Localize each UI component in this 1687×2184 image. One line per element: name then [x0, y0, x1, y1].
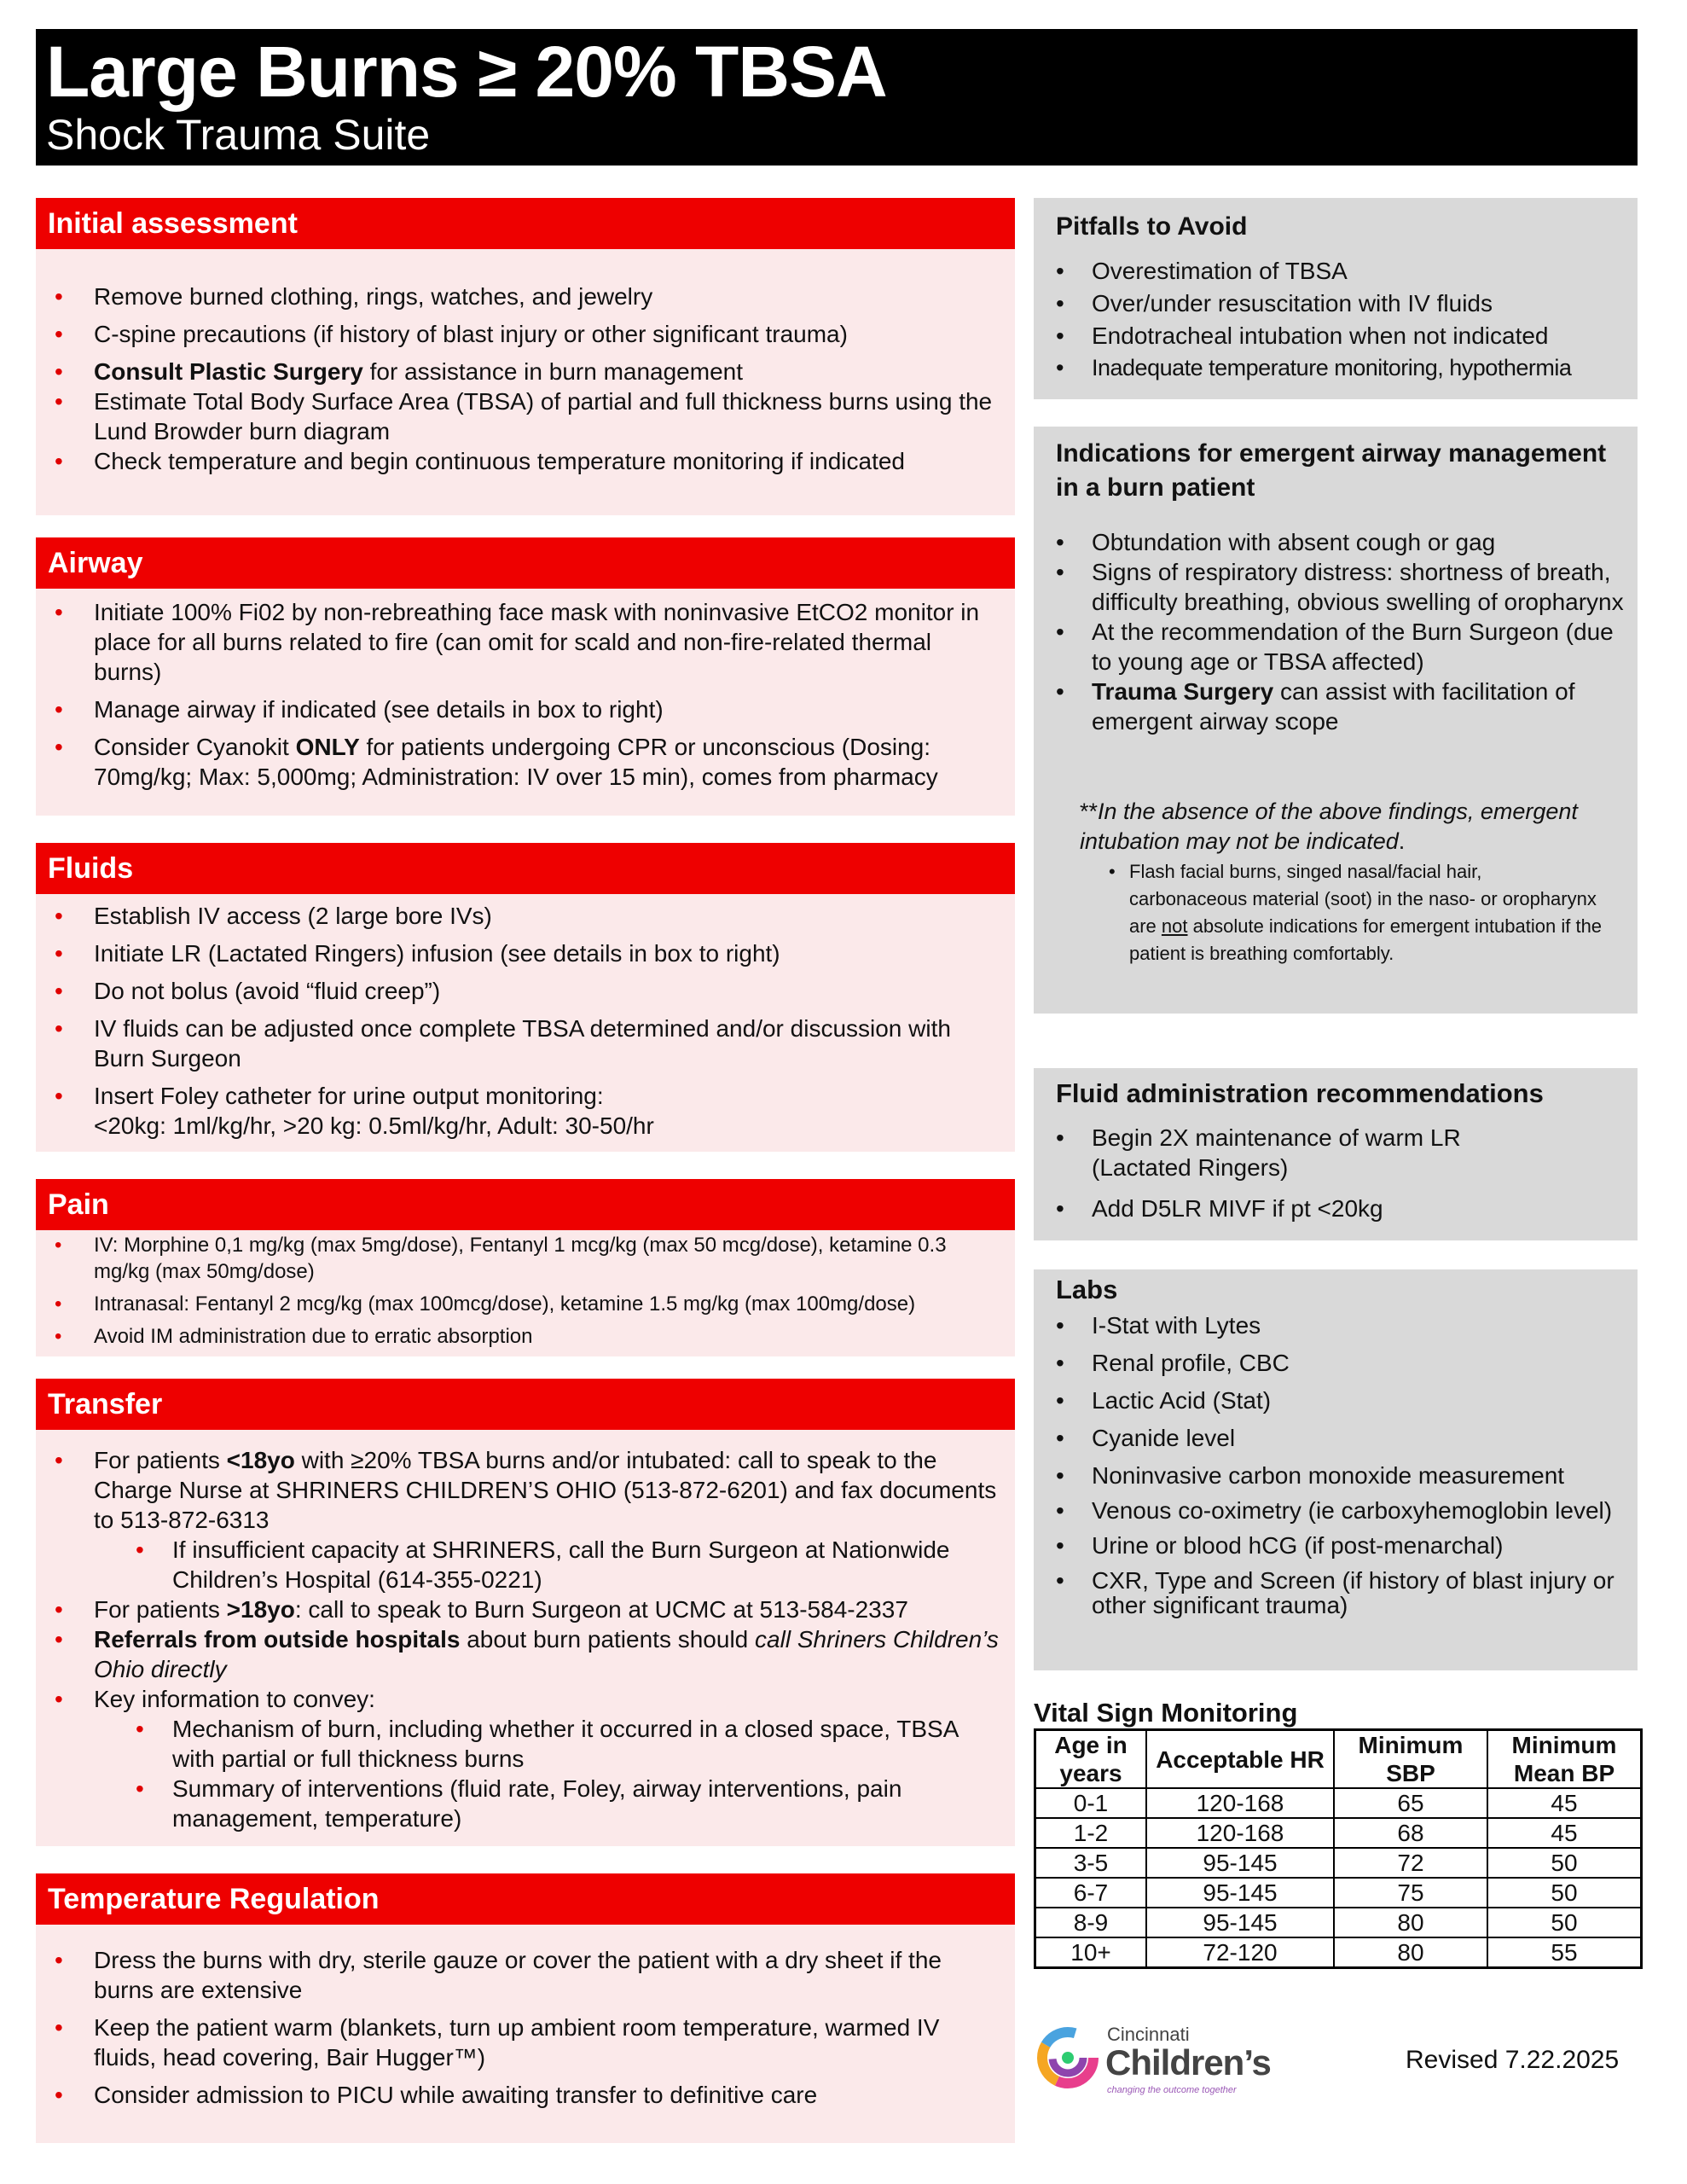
table-cell: 50 — [1487, 1848, 1642, 1878]
list-item: • Inadequate temperature monitoring, hypothermia — [1034, 353, 1638, 383]
column-header: Minimum SBP — [1334, 1730, 1487, 1789]
logo-text-top: Cincinnati — [1107, 2024, 1190, 2045]
page-subtitle: Shock Trauma Suite — [46, 111, 431, 159]
column-header: Minimum Mean BP — [1487, 1730, 1642, 1789]
list-item — [36, 1624, 1015, 1684]
section-heading: Indications for emergent airway management in a burn patient — [1056, 439, 1607, 502]
pain-list — [36, 1232, 1015, 1350]
airway-list — [36, 597, 1015, 792]
list-item — [36, 357, 1015, 386]
text: Flash facial burns, singed nasal/facial hair, carbonaceous material (soot) in the naso- or oropharynx are — [1129, 861, 1597, 937]
text: Key information to convey: — [94, 1686, 375, 1712]
transfer-section — [36, 1379, 1015, 1846]
text: can assist with facilitation of emergent airway scope — [1092, 678, 1575, 735]
list-item: • Cyanide level — [1034, 1423, 1638, 1453]
table-cell: 50 — [1487, 1908, 1642, 1937]
table-cell: 0-1 — [1035, 1788, 1147, 1818]
table-cell: 45 — [1487, 1788, 1642, 1818]
list-item: • Signs of respiratory distress: shortness of breath, difficulty breathing, obvious swelling of oropharynx — [1034, 557, 1638, 617]
list-item — [36, 1445, 1015, 1594]
labs-section — [1034, 1269, 1638, 1670]
text: for patients undergoing CPR or unconscious (Dosing: 70mg/kg; Max: 5,000mg; Administration: IV over 15 min), comes from pharmacy — [94, 734, 938, 790]
fluid-admin-list — [1034, 1123, 1638, 1223]
initial-assessment-section — [36, 198, 1015, 515]
section-heading: Pitfalls to Avoid — [1056, 212, 1248, 241]
list-item: • Renal profile, CBC — [1034, 1348, 1638, 1378]
list-item: • Initiate LR (Lactated Ringers) infusion (see details in box to right) — [36, 938, 1015, 968]
pain-section — [36, 1179, 1015, 1356]
list-item: • Consider admission to PICU while awaiting transfer to definitive care — [36, 2080, 1015, 2110]
table-cell: 80 — [1334, 1937, 1487, 1968]
list-item: • Remove burned clothing, rings, watches, and jewelry — [36, 282, 1015, 311]
list-item — [36, 1684, 1015, 1833]
list-item: • Initiate 100% Fi02 by non-rebreathing face mask with noninvasive EtCO2 monitor in place for all burns related to fire (can omit for scald and non-fire-related thermal burns) — [36, 597, 1015, 687]
table-cell: 75 — [1334, 1878, 1487, 1908]
table-cell: 120-168 — [1146, 1788, 1334, 1818]
table-row — [1035, 1937, 1642, 1968]
section-heading: Temperature Regulation — [36, 1873, 1015, 1925]
list-item: • Establish IV access (2 large bore IVs) — [36, 901, 1015, 931]
list-item: • At the recommendation of the Burn Surgeon (due to young age or TBSA affected) — [1034, 617, 1638, 677]
list-item: • IV fluids can be adjusted once complete TBSA determined and/or discussion with Burn Surgeon — [36, 1014, 1015, 1073]
bold-text: Consult Plastic Surgery — [94, 358, 363, 385]
table-cell: 95-145 — [1146, 1908, 1334, 1937]
list-item: • Venous co-oximetry (ie carboxyhemoglobin level) — [1034, 1498, 1638, 1523]
table-cell: 95-145 — [1146, 1848, 1334, 1878]
underlined-text: not — [1161, 915, 1188, 937]
sub-list — [36, 1714, 1003, 1833]
column-header: Age in years — [1035, 1730, 1147, 1789]
bold-text: >18yo — [226, 1596, 295, 1623]
table-cell: 10+ — [1035, 1937, 1147, 1968]
table-cell: 8-9 — [1035, 1908, 1147, 1937]
table-cell: 55 — [1487, 1937, 1642, 1968]
bold-text: Referrals from outside hospitals — [94, 1626, 461, 1653]
text: for assistance in burn management — [362, 358, 744, 385]
list-item: • Manage airway if indicated (see details in box to right) — [36, 694, 1015, 724]
list-item — [36, 1081, 1015, 1141]
table-row — [1035, 1818, 1642, 1848]
table-cell: 45 — [1487, 1818, 1642, 1848]
section-heading: Fluid administration recommendations — [1056, 1078, 1544, 1108]
list-item: • Estimate Total Body Surface Area (TBSA) of partial and full thickness burns using the Lund Browder burn diagram — [36, 386, 1015, 446]
table-row — [1035, 1788, 1642, 1818]
text: For patients — [94, 1596, 227, 1623]
table-cell: 6-7 — [1035, 1878, 1147, 1908]
table-cell: 120-168 — [1146, 1818, 1334, 1848]
sub-list-item: • Summary of interventions (fluid rate, Foley, airway interventions, pain management, temperature) — [36, 1774, 1003, 1833]
section-heading: Fluids — [36, 843, 1015, 894]
title-bar — [36, 29, 1638, 166]
list-item: • Overestimation of TBSA — [1034, 256, 1638, 286]
list-item: • I-Stat with Lytes — [1034, 1310, 1638, 1340]
airway-indications-section — [1034, 427, 1638, 1014]
table-row — [1035, 1848, 1642, 1878]
table-cell: 72 — [1334, 1848, 1487, 1878]
text: Insert Foley catheter for urine output monitoring: — [94, 1083, 604, 1109]
fluid-admin-section — [1034, 1068, 1638, 1240]
list-item: • IV: Morphine 0,1 mg/kg (max 5mg/dose), Fentanyl 1 mcg/kg (max 50 mcg/dose), ketamine 0.3 mg/kg (max 50mg/dose) — [36, 1232, 1015, 1285]
intubation-note — [1080, 797, 1603, 857]
section-heading: Transfer — [36, 1379, 1015, 1430]
table-cell: 68 — [1334, 1818, 1487, 1848]
list-item: • Noninvasive carbon monoxide measurement — [1034, 1461, 1638, 1490]
list-item: • Avoid IM administration due to erratic absorption — [36, 1323, 1015, 1350]
sub-list — [36, 1535, 1003, 1594]
bold-text: ONLY — [295, 734, 360, 760]
list-item: • Obtundation with absent cough or gag — [1034, 527, 1638, 557]
list-item: • Dress the burns with dry, sterile gauze or cover the patient with a dry sheet if the burns are extensive — [36, 1945, 1015, 2005]
text: . — [1398, 828, 1406, 854]
temperature-section — [36, 1873, 1015, 2143]
table-cell: 3-5 — [1035, 1848, 1147, 1878]
section-heading: Airway — [36, 537, 1015, 589]
table-cell: 1-2 — [1035, 1818, 1147, 1848]
text: <20kg: 1ml/kg/hr, >20 kg: 0.5ml/kg/hr, Adult: 30-50/hr — [94, 1112, 654, 1139]
text: ** — [1080, 799, 1099, 824]
column-header: Acceptable HR — [1146, 1730, 1334, 1789]
list-item: • Begin 2X maintenance of warm LR (Lactated Ringers) — [1034, 1123, 1638, 1182]
vitals-table — [1034, 1728, 1643, 1969]
list-item — [36, 1594, 1015, 1624]
table-row — [1035, 1908, 1642, 1937]
text: For patients — [94, 1447, 227, 1473]
list-item — [1034, 677, 1638, 736]
pitfalls-section — [1034, 198, 1638, 399]
text: Consider Cyanokit — [94, 734, 296, 760]
table-header-row — [1035, 1730, 1642, 1789]
italic-text: call Shriners Children’s Ohio directly — [94, 1626, 999, 1682]
transfer-list — [36, 1445, 1015, 1833]
sub-list-item: • If insufficient capacity at SHRINERS, call the Burn Surgeon at Nationwide Children’s Hospital (614-355-0221) — [36, 1535, 1003, 1594]
list-item — [36, 732, 1015, 792]
italic-text: In the absence of the above findings, emergent intubation may not be indicated — [1080, 799, 1578, 854]
revised-date: Revised 7.22.2025 — [1406, 2046, 1620, 2074]
airway-section — [36, 537, 1015, 816]
list-item: • C-spine precautions (if history of blast injury or other significant trauma) — [36, 319, 1015, 349]
list-item: • Endotracheal intubation when not indicated — [1034, 321, 1638, 351]
fluids-section — [36, 843, 1015, 1152]
list-item: • Over/under resuscitation with IV fluids — [1034, 288, 1638, 318]
fluids-list — [36, 901, 1015, 1141]
page-title: Large Burns ≥ 20% TBSA — [46, 32, 887, 112]
table-cell: 50 — [1487, 1878, 1642, 1908]
section-heading: Labs — [1056, 1275, 1118, 1304]
bold-text: <18yo — [226, 1447, 295, 1473]
logo-mark-icon — [1034, 2018, 1100, 2095]
indications-list — [1034, 527, 1638, 736]
text: : call to speak to Burn Surgeon at UCMC at 513-584-2337 — [294, 1596, 908, 1623]
text: with ≥20% TBSA burns and/or intubated: call to speak to the Charge Nurse at SHRINERS CHILDREN’S OHIO (513-872-6201) and fax documents to 513-872-6313 — [94, 1447, 997, 1533]
table-cell: 80 — [1334, 1908, 1487, 1937]
text: about burn patients should — [460, 1626, 756, 1653]
section-heading: Initial assessment — [36, 198, 1015, 249]
list-item: • Urine or blood hCG (if post-menarchal) — [1034, 1531, 1638, 1560]
bullet: • — [1109, 861, 1116, 882]
sub-list-item: • Mechanism of burn, including whether it occurred in a closed space, TBSA with partial or full thickness burns — [36, 1714, 1003, 1774]
intubation-subnote — [1109, 858, 1603, 967]
table-cell: 72-120 — [1146, 1937, 1334, 1968]
table-cell: 95-145 — [1146, 1878, 1334, 1908]
section-heading: Pain — [36, 1179, 1015, 1230]
list-item: • Keep the patient warm (blankets, turn up ambient room temperature, warmed IV fluids, head covering, Bair Hugger™) — [36, 2013, 1015, 2072]
bold-text: Trauma Surgery — [1092, 678, 1274, 705]
cincinnati-childrens-logo — [1034, 2018, 1290, 2097]
list-item: • Do not bolus (avoid “fluid creep”) — [36, 976, 1015, 1006]
temperature-list — [36, 1945, 1015, 2110]
table-cell: 65 — [1334, 1788, 1487, 1818]
logo-text-main: Children’s — [1105, 2042, 1271, 2082]
initial-assessment-list — [36, 282, 1015, 476]
text: absolute indications for emergent intubation if the patient is breathing comfortably. — [1129, 915, 1603, 964]
table-row — [1035, 1878, 1642, 1908]
list-item: • Lactic Acid (Stat) — [1034, 1385, 1638, 1415]
logo-tagline: changing the outcome together — [1107, 2085, 1237, 2095]
list-item: • Add D5LR MIVF if pt <20kg — [1034, 1194, 1638, 1223]
labs-list — [1034, 1310, 1638, 1618]
list-item: • CXR, Type and Screen (if history of blast injury or other significant trauma) — [1034, 1568, 1638, 1618]
list-item: • Check temperature and begin continuous temperature monitoring if indicated — [36, 446, 1015, 476]
pitfalls-list — [1034, 256, 1638, 383]
vitals-title: Vital Sign Monitoring — [1034, 1698, 1298, 1728]
list-item: • Intranasal: Fentanyl 2 mcg/kg (max 100mcg/dose), ketamine 1.5 mg/kg (max 100mg/dose) — [36, 1291, 1015, 1317]
